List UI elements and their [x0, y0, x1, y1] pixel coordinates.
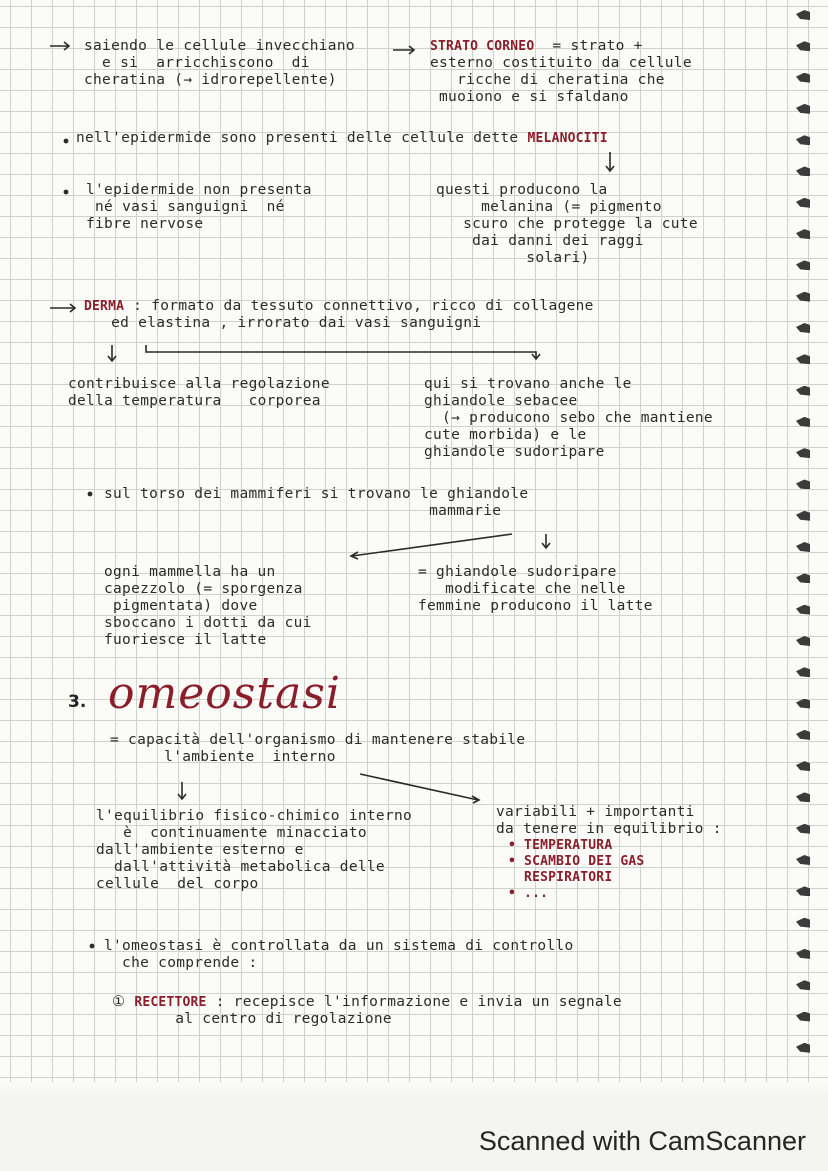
note-melanin: questi producono la melanina (= pigmento scuro che protegge la cute dai danni dei raggi solari) — [436, 182, 698, 266]
note-temperature-regulation: contribuisce alla regolazione della temperatura corporea — [68, 376, 330, 409]
note-glands: qui si trovano anche le ghiandole sebacee (→ producono sebo che mantiene cute morbida) e le ghiandole sudoripare — [424, 376, 713, 460]
melanocytes-heading: MELANOCITI — [527, 131, 608, 146]
receptor-text: : recepisce l'informazione e invia un segnale al centro di regolazione — [175, 994, 622, 1027]
variable-item: • SCAMBIO DEI GAS — [508, 854, 645, 869]
variable-item: • TEMPERATURA — [508, 838, 613, 853]
note-modified-glands: = ghiandole sudoripare modificate che nelle femmine producono il latte — [418, 564, 653, 614]
note-internal-equilibrium: l'equilibrio fisico-chimico interno è continuamente minacciato dall'ambiente esterno e dall'attività metabolica delle cellule del corpo — [96, 808, 413, 892]
note-mammary-glands: sul torso dei mammiferi si trovano le ghiandole mammarie — [104, 486, 529, 519]
note-melanocytes — [76, 130, 608, 147]
variable-item: • ... — [508, 886, 549, 901]
section-title: omeostasi — [108, 668, 341, 719]
note-no-vessels: l'epidermide non presenta né vasi sanguigni né fibre nervose — [86, 182, 312, 232]
receptor-heading: RECETTORE — [134, 995, 207, 1010]
note-keratin: saiendo le cellule invecchiano e si arricchiscono di cheratina (→ idrorepellente) — [84, 38, 355, 88]
note-control-system: l'omeostasi è controllata da un sistema di controllo che comprende : — [104, 938, 574, 971]
note-receptor — [112, 994, 622, 1028]
note-stratum-corneum — [430, 38, 692, 106]
variable-item: RESPIRATORI — [508, 870, 613, 885]
melanocytes-text: nell'epidermide sono presenti delle cellule dette — [76, 130, 528, 146]
note-dermis — [84, 298, 594, 332]
note-nipple: ogni mammella ha un capezzolo (= sporgenza pigmentata) dove sboccano i dotti da cui fuoriesce il latte — [104, 564, 312, 648]
variables-block — [496, 804, 722, 902]
section-number: 3. — [68, 692, 87, 712]
stratum-corneum-heading: STRATO CORNEO — [430, 39, 535, 54]
variables-heading: variabili + importanti da tenere in equilibrio : — [496, 804, 722, 837]
scanner-watermark: Scanned with CamScanner — [478, 1126, 806, 1156]
dermis-heading: DERMA — [84, 299, 125, 314]
dermis-text: : formato da tessuto connettivo, ricco di collagene ed elastina , irrorato dai vasi sanguigni — [111, 298, 594, 331]
stratum-corneum-text: = strato + esterno costituito da cellule ricche di cheratina che muoiono e si sfaldano — [430, 38, 692, 105]
note-homeostasis-definition: = capacità dell'organismo di mantenere stabile l'ambiente interno — [110, 732, 526, 765]
receptor-number: ① — [112, 994, 126, 1010]
